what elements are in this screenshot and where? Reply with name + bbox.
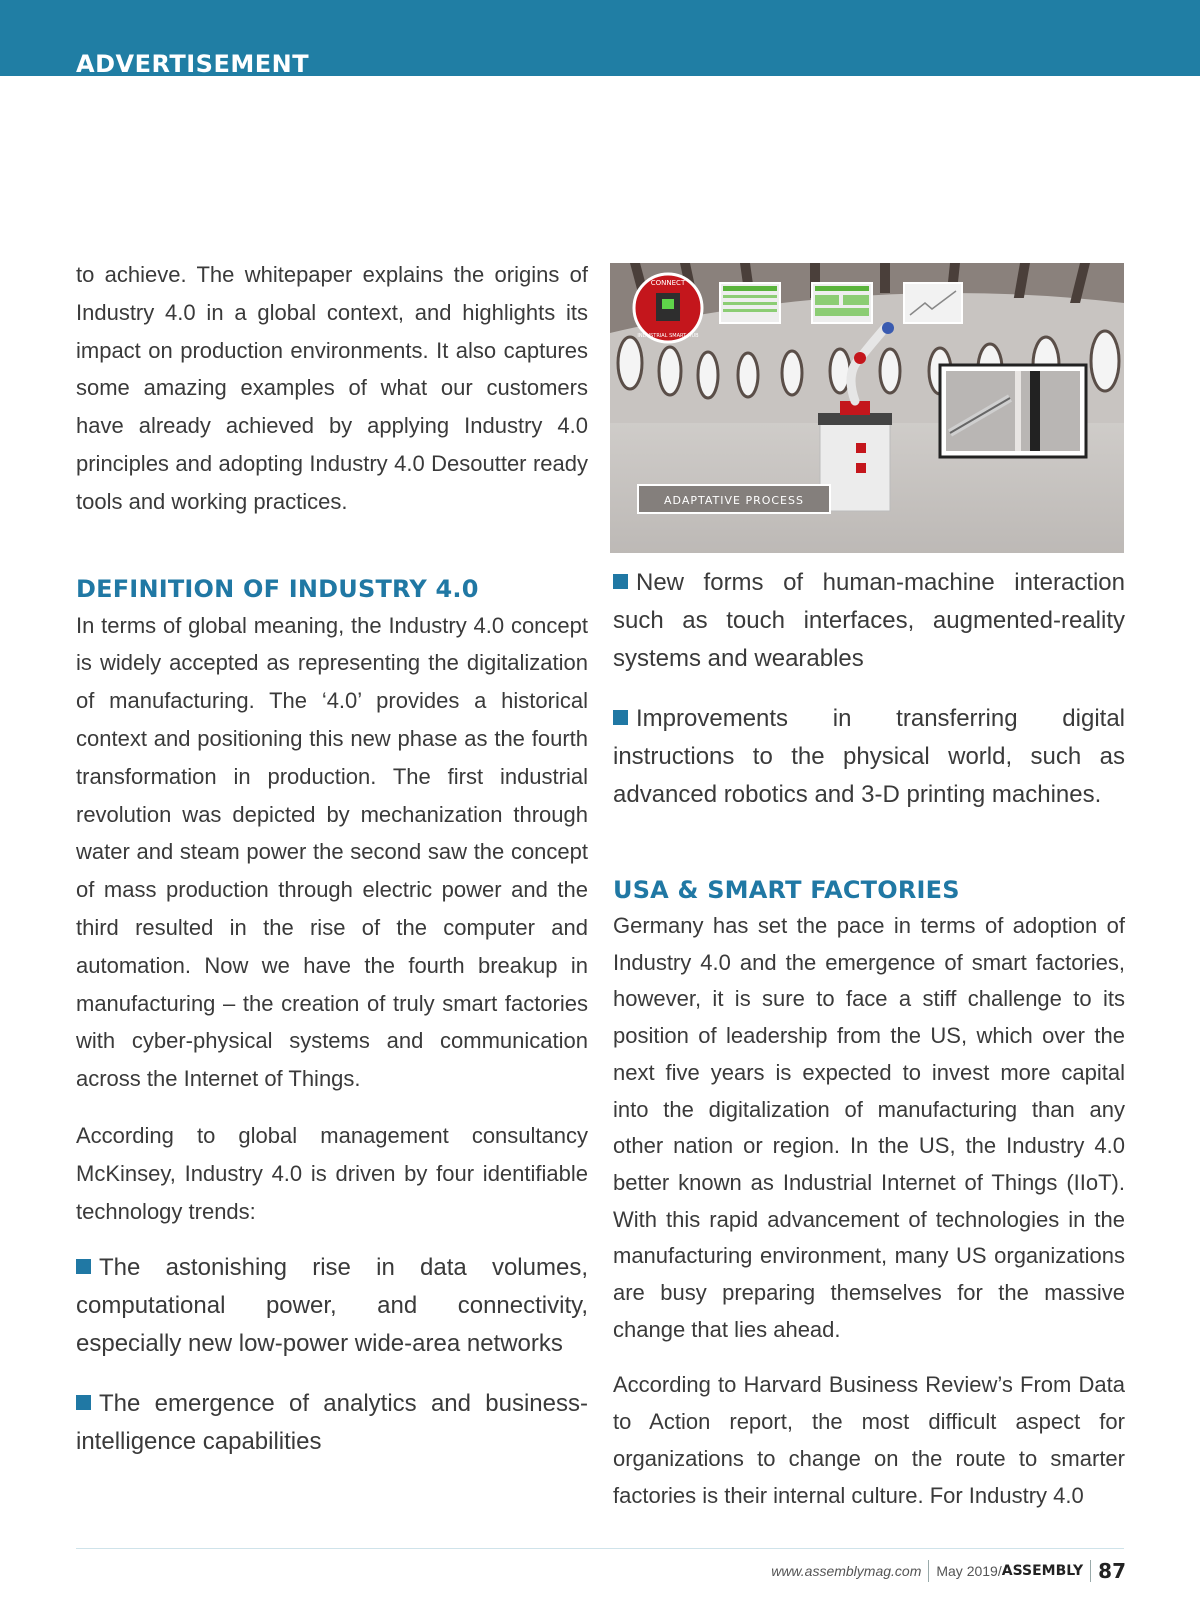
footer bbox=[771, 1557, 1126, 1585]
bullet-text: The astonishing rise in data volumes, computational power, and connectivity, especially new low-power wide-area networks bbox=[76, 1254, 588, 1358]
caption-box bbox=[638, 485, 830, 513]
bullet-square-icon bbox=[613, 574, 628, 589]
screen-panel bbox=[904, 283, 962, 323]
screen-panel bbox=[812, 283, 872, 323]
advertisement-label: ADVERTISEMENT bbox=[76, 50, 310, 78]
screen-panel bbox=[720, 283, 780, 323]
inset-detail bbox=[940, 365, 1086, 457]
list-item bbox=[76, 1249, 588, 1363]
image-caption: ADAPTATIVE PROCESS bbox=[664, 494, 804, 507]
list-item bbox=[76, 1385, 588, 1461]
badge-text-top: CONNECT bbox=[650, 279, 686, 287]
bullet-square-icon bbox=[76, 1259, 91, 1274]
bullet-square-icon bbox=[613, 710, 628, 725]
bullet-text: Improvements in transferring digital instructions to the physical world, such as advanced robotics and 3-D printing machines. bbox=[613, 705, 1125, 808]
footer-brand: ASSEMBLY bbox=[1001, 1563, 1084, 1579]
footer-date: May 2019/ bbox=[936, 1563, 1002, 1579]
bullet-text: New forms of human-machine interaction such as touch interfaces, augmented-reality systems and wearables bbox=[613, 569, 1125, 672]
badge-text-bottom: INDUSTRIAL SMART HUB bbox=[637, 333, 699, 339]
list-item bbox=[613, 700, 1125, 814]
heading-usa: USA & SMART FACTORIES bbox=[613, 876, 960, 904]
list-item bbox=[613, 564, 1125, 678]
factory-image bbox=[610, 263, 1124, 553]
bullet-text: The emergence of analytics and business-intelligence capabilities bbox=[76, 1390, 588, 1456]
heading-definition: DEFINITION OF INDUSTRY 4.0 bbox=[76, 574, 479, 603]
usa-paragraph-1: Germany has set the pace in terms of adoption of Industry 4.0 and the emergence of smart factories, however, it is sure to face a stiff challenge to its position of leadership from the US, which over the next five years is expected to invest more capital into the digitalization of manufacturing than any other nation or region. In the US, the Industry 4.0 better known as Industrial Internet of Things (IIoT). With this rapid advancement of technologies in the manufacturing environment, many US organizations are busy preparing themselves for the massive change that lies ahead. bbox=[613, 913, 1125, 1342]
footer-url[interactable]: www.assemblymag.com bbox=[771, 1563, 922, 1579]
connect-badge bbox=[634, 274, 702, 342]
aircraft-cabin-illustration bbox=[610, 263, 1124, 553]
footer-separator bbox=[928, 1560, 929, 1582]
definition-paragraph-2: According to global management consultancy McKinsey, Industry 4.0 is driven by four identifiable technology trends: bbox=[76, 1122, 588, 1224]
usa-paragraph-2: According to Harvard Business Review’s From Data to Action report, the most difficult aspect for organizations to change on the route to smarter factories is their internal culture. For Industry 4.0 bbox=[613, 1372, 1125, 1508]
definition-paragraph-1: In terms of global meaning, the Industry 4.0 concept is widely accepted as representing the digitalization of manufacturing. The ‘4.0’ provides a historical context and positioning this new phase as the fourth transformation in production. The first industrial revolution was depicted by mechanization through water and steam power the second saw the concept of mass production through electric power and the third resulted in the rise of the computer and automation. Now we have the fourth breakup in manufacturing – the creation of truly smart factories with cyber-physical systems and communication across the Internet of Things. bbox=[76, 612, 588, 1092]
right-bullet-list bbox=[613, 564, 1125, 814]
right-column bbox=[613, 564, 1125, 1533]
header-banner bbox=[0, 0, 1200, 76]
bullet-square-icon bbox=[76, 1395, 91, 1410]
footer-separator bbox=[1090, 1560, 1091, 1582]
footer-divider bbox=[76, 1548, 1124, 1549]
left-bullet-list bbox=[76, 1249, 588, 1461]
left-column bbox=[76, 256, 588, 1483]
page-number: 87 bbox=[1098, 1559, 1126, 1583]
intro-paragraph: to achieve. The whitepaper explains the origins of Industry 4.0 in a global context, and highlights its impact on production environments. It also captures some amazing examples of what our customers have already achieved by applying Industry 4.0 principles and adopting Industry 4.0 Desoutter ready tools and working practices. bbox=[76, 262, 588, 514]
